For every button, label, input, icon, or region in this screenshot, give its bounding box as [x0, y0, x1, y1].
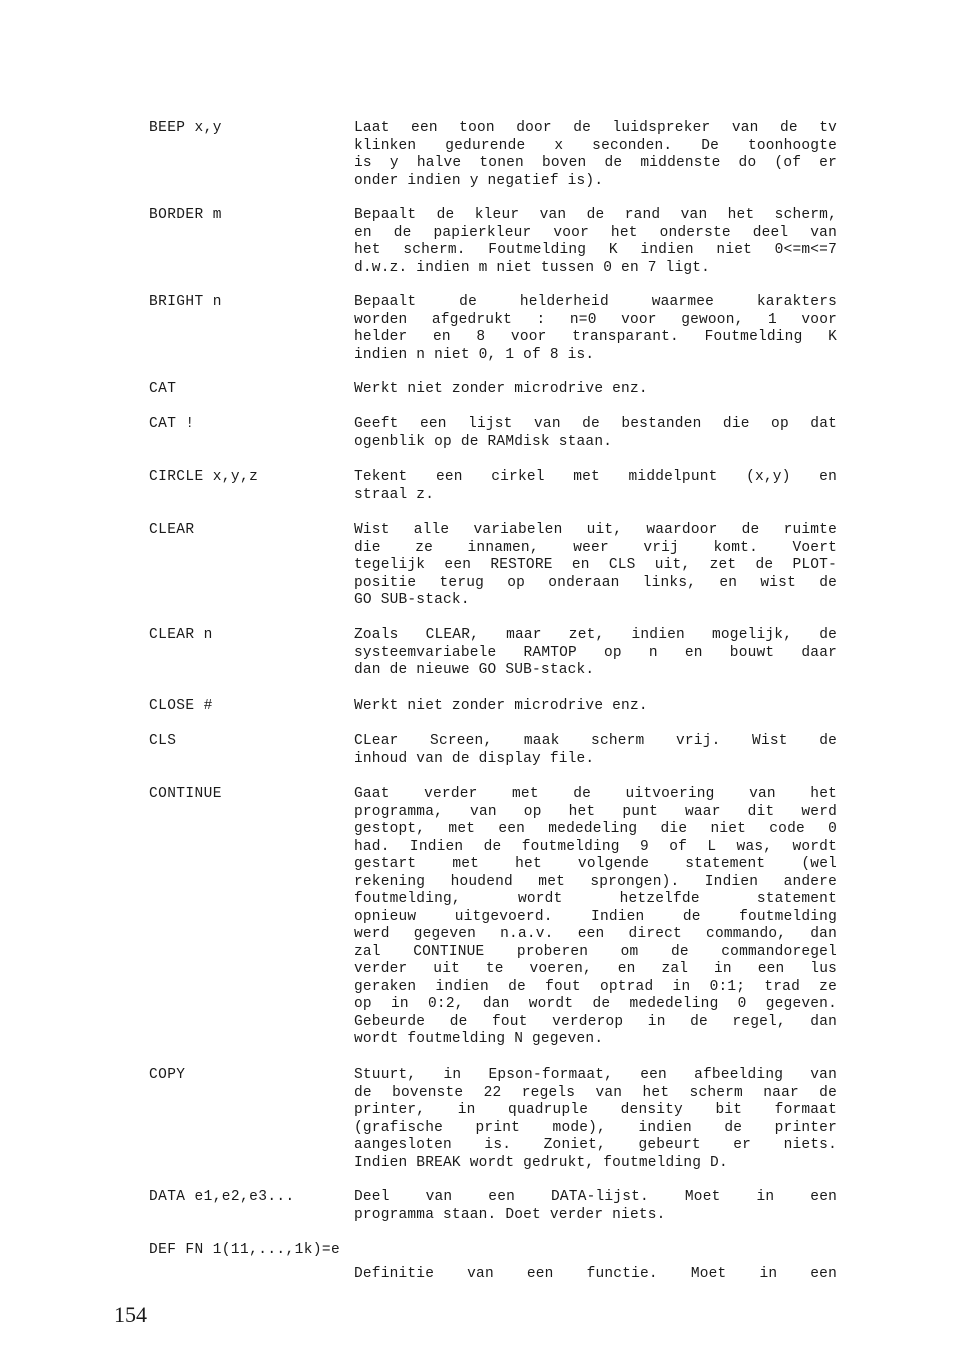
command-description — [354, 1266, 837, 1284]
command-name: BEEP x,y — [149, 120, 222, 136]
description-line: foutmelding, wordt hetzelfde statement — [354, 891, 837, 907]
command-description — [354, 522, 837, 610]
description-line: klinken gedurende x seconden. De toonhoogte — [354, 137, 837, 154]
command-name: BRIGHT n — [149, 294, 222, 310]
page-number: 154 — [114, 1302, 147, 1327]
description-line: programma, van op het punt waar dit werd — [354, 803, 837, 820]
description-line: ogenblik op de RAMdisk staan. — [354, 433, 613, 450]
description-line: GO SUB-stack. — [354, 592, 470, 608]
description-line: had. Indien de foutmelding 9 of L was, wordt — [354, 838, 837, 855]
command-name: DATA e1,e2,e3... — [149, 1189, 295, 1205]
command-name: CLS — [149, 733, 177, 749]
description-line: dan de nieuwe GO SUB-stack. — [354, 662, 595, 678]
description-line: d.w.z. indien m niet tussen 0 en 7 ligt. — [354, 259, 711, 276]
description-line: tegelijk een RESTORE en CLS uit, zet de PLOT- — [354, 557, 837, 573]
description-line: Laat een toon door de luidspreker van de tv — [354, 120, 837, 136]
description-line: Bepaalt de kleur van de rand van het scherm, — [354, 207, 837, 223]
command-description — [354, 381, 837, 399]
description-line: verder uit te voeren, en zal in een lus — [354, 961, 837, 977]
description-line: Geeft een lijst van de bestanden die op dat — [354, 416, 837, 432]
description-line: op in 0:2, dan wordt de mededeling 0 gegeven. — [354, 996, 837, 1012]
command-description — [354, 120, 837, 190]
description-line: onder indien y negatief is). — [354, 172, 604, 189]
command-description — [354, 698, 837, 716]
description-line: CLear Screen, maak scherm vrij. Wist de — [354, 733, 837, 749]
description-line: opnieuw uitgevoerd. Indien de foutmelding — [354, 908, 837, 925]
command-name: COPY — [149, 1067, 186, 1083]
description-line: Definitie van een functie. Moet in een — [354, 1266, 837, 1282]
description-line: Deel van een DATA-lijst. Moet in een — [354, 1189, 837, 1205]
description-line: het scherm. Foutmelding K indien niet 0<=m<=7 — [354, 242, 837, 258]
description-line: Indien BREAK wordt gedrukt, foutmelding D. — [354, 1154, 728, 1171]
command-description — [354, 733, 837, 768]
description-line: gestart met het volgende statement (wel — [354, 856, 837, 872]
command-description — [354, 294, 837, 364]
description-line: rekening houdend met sprongen). Indien andere — [354, 873, 837, 890]
description-line: straal z. — [354, 486, 435, 503]
command-description — [354, 786, 837, 1049]
command-name: BORDER m — [149, 207, 222, 223]
description-line: Zoals CLEAR, maar zet, indien mogelijk, de — [354, 627, 837, 643]
description-line: Stuurt, in Epson-formaat, een afbeelding van — [354, 1067, 837, 1083]
description-line: gestopt, met een mededeling die niet code 0 — [354, 821, 837, 837]
description-line: printer, in quadruple density bit formaat — [354, 1102, 837, 1118]
description-line: (grafische print mode), indien de printer — [354, 1119, 837, 1136]
description-line: Wist alle variabelen uit, waardoor de ruimte — [354, 522, 837, 538]
description-line: wordt foutmelding N gegeven. — [354, 1031, 604, 1047]
command-description — [354, 1189, 837, 1224]
description-line: is y halve tonen boven de middenste do (of er — [354, 155, 837, 171]
description-line: indien n niet 0, 1 of 8 is. — [354, 346, 595, 363]
description-line: inhoud van de display file. — [354, 750, 595, 767]
command-name: DEF FN 1(11,...,1k)=e — [149, 1242, 341, 1258]
description-line: en de papierkleur voor het onderste deel van — [354, 224, 837, 241]
description-line: Gebeurde de fout verderop in de regel, dan — [354, 1013, 837, 1030]
description-line: de bovenste 22 regels van het scherm naar de — [354, 1084, 837, 1101]
description-line: positie terug op onderaan links, en wist de — [354, 574, 837, 591]
description-line: programma staan. Doet verder niets. — [354, 1206, 666, 1223]
description-line: Bepaalt de helderheid waarmee karakters — [354, 294, 837, 310]
command-description — [354, 416, 837, 451]
description-line: Werkt niet zonder microdrive enz. — [354, 381, 648, 397]
description-line: Werkt niet zonder microdrive enz. — [354, 698, 648, 714]
command-name: CIRCLE x,y,z — [149, 469, 259, 485]
description-line: geraken indien de fout optrad in 0:1; trad ze — [354, 978, 837, 995]
description-line: systeemvariabele RAMTOP op n en bouwt daar — [354, 644, 837, 661]
description-line: die ze innamen, weer vrij komt. Voert — [354, 539, 837, 556]
command-name: CLEAR n — [149, 627, 213, 643]
command-name: CAT — [149, 381, 177, 397]
command-description — [354, 627, 837, 680]
description-line: aangesloten is. Zoniet, gebeurt er niets. — [354, 1137, 837, 1153]
description-line: Gaat verder met de uitvoering van het — [354, 786, 837, 802]
command-description — [354, 207, 837, 277]
command-name: CONTINUE — [149, 786, 222, 802]
description-line: worden afgedrukt : n=0 voor gewoon, 1 voor — [354, 311, 837, 328]
command-name: CLEAR — [149, 522, 195, 538]
command-name: CLOSE # — [149, 698, 213, 714]
description-line: zal CONTINUE proberen om de commandoregel — [354, 943, 837, 960]
command-description — [354, 1067, 837, 1172]
description-line: helder en 8 voor transparant. Foutmelding K — [354, 329, 837, 345]
description-line: Tekent een cirkel met middelpunt (x,y) en — [354, 469, 837, 485]
description-line: werd gegeven n.a.v. een direct commando, dan — [354, 926, 837, 942]
command-name: CAT ! — [149, 416, 195, 432]
command-description — [354, 469, 837, 504]
